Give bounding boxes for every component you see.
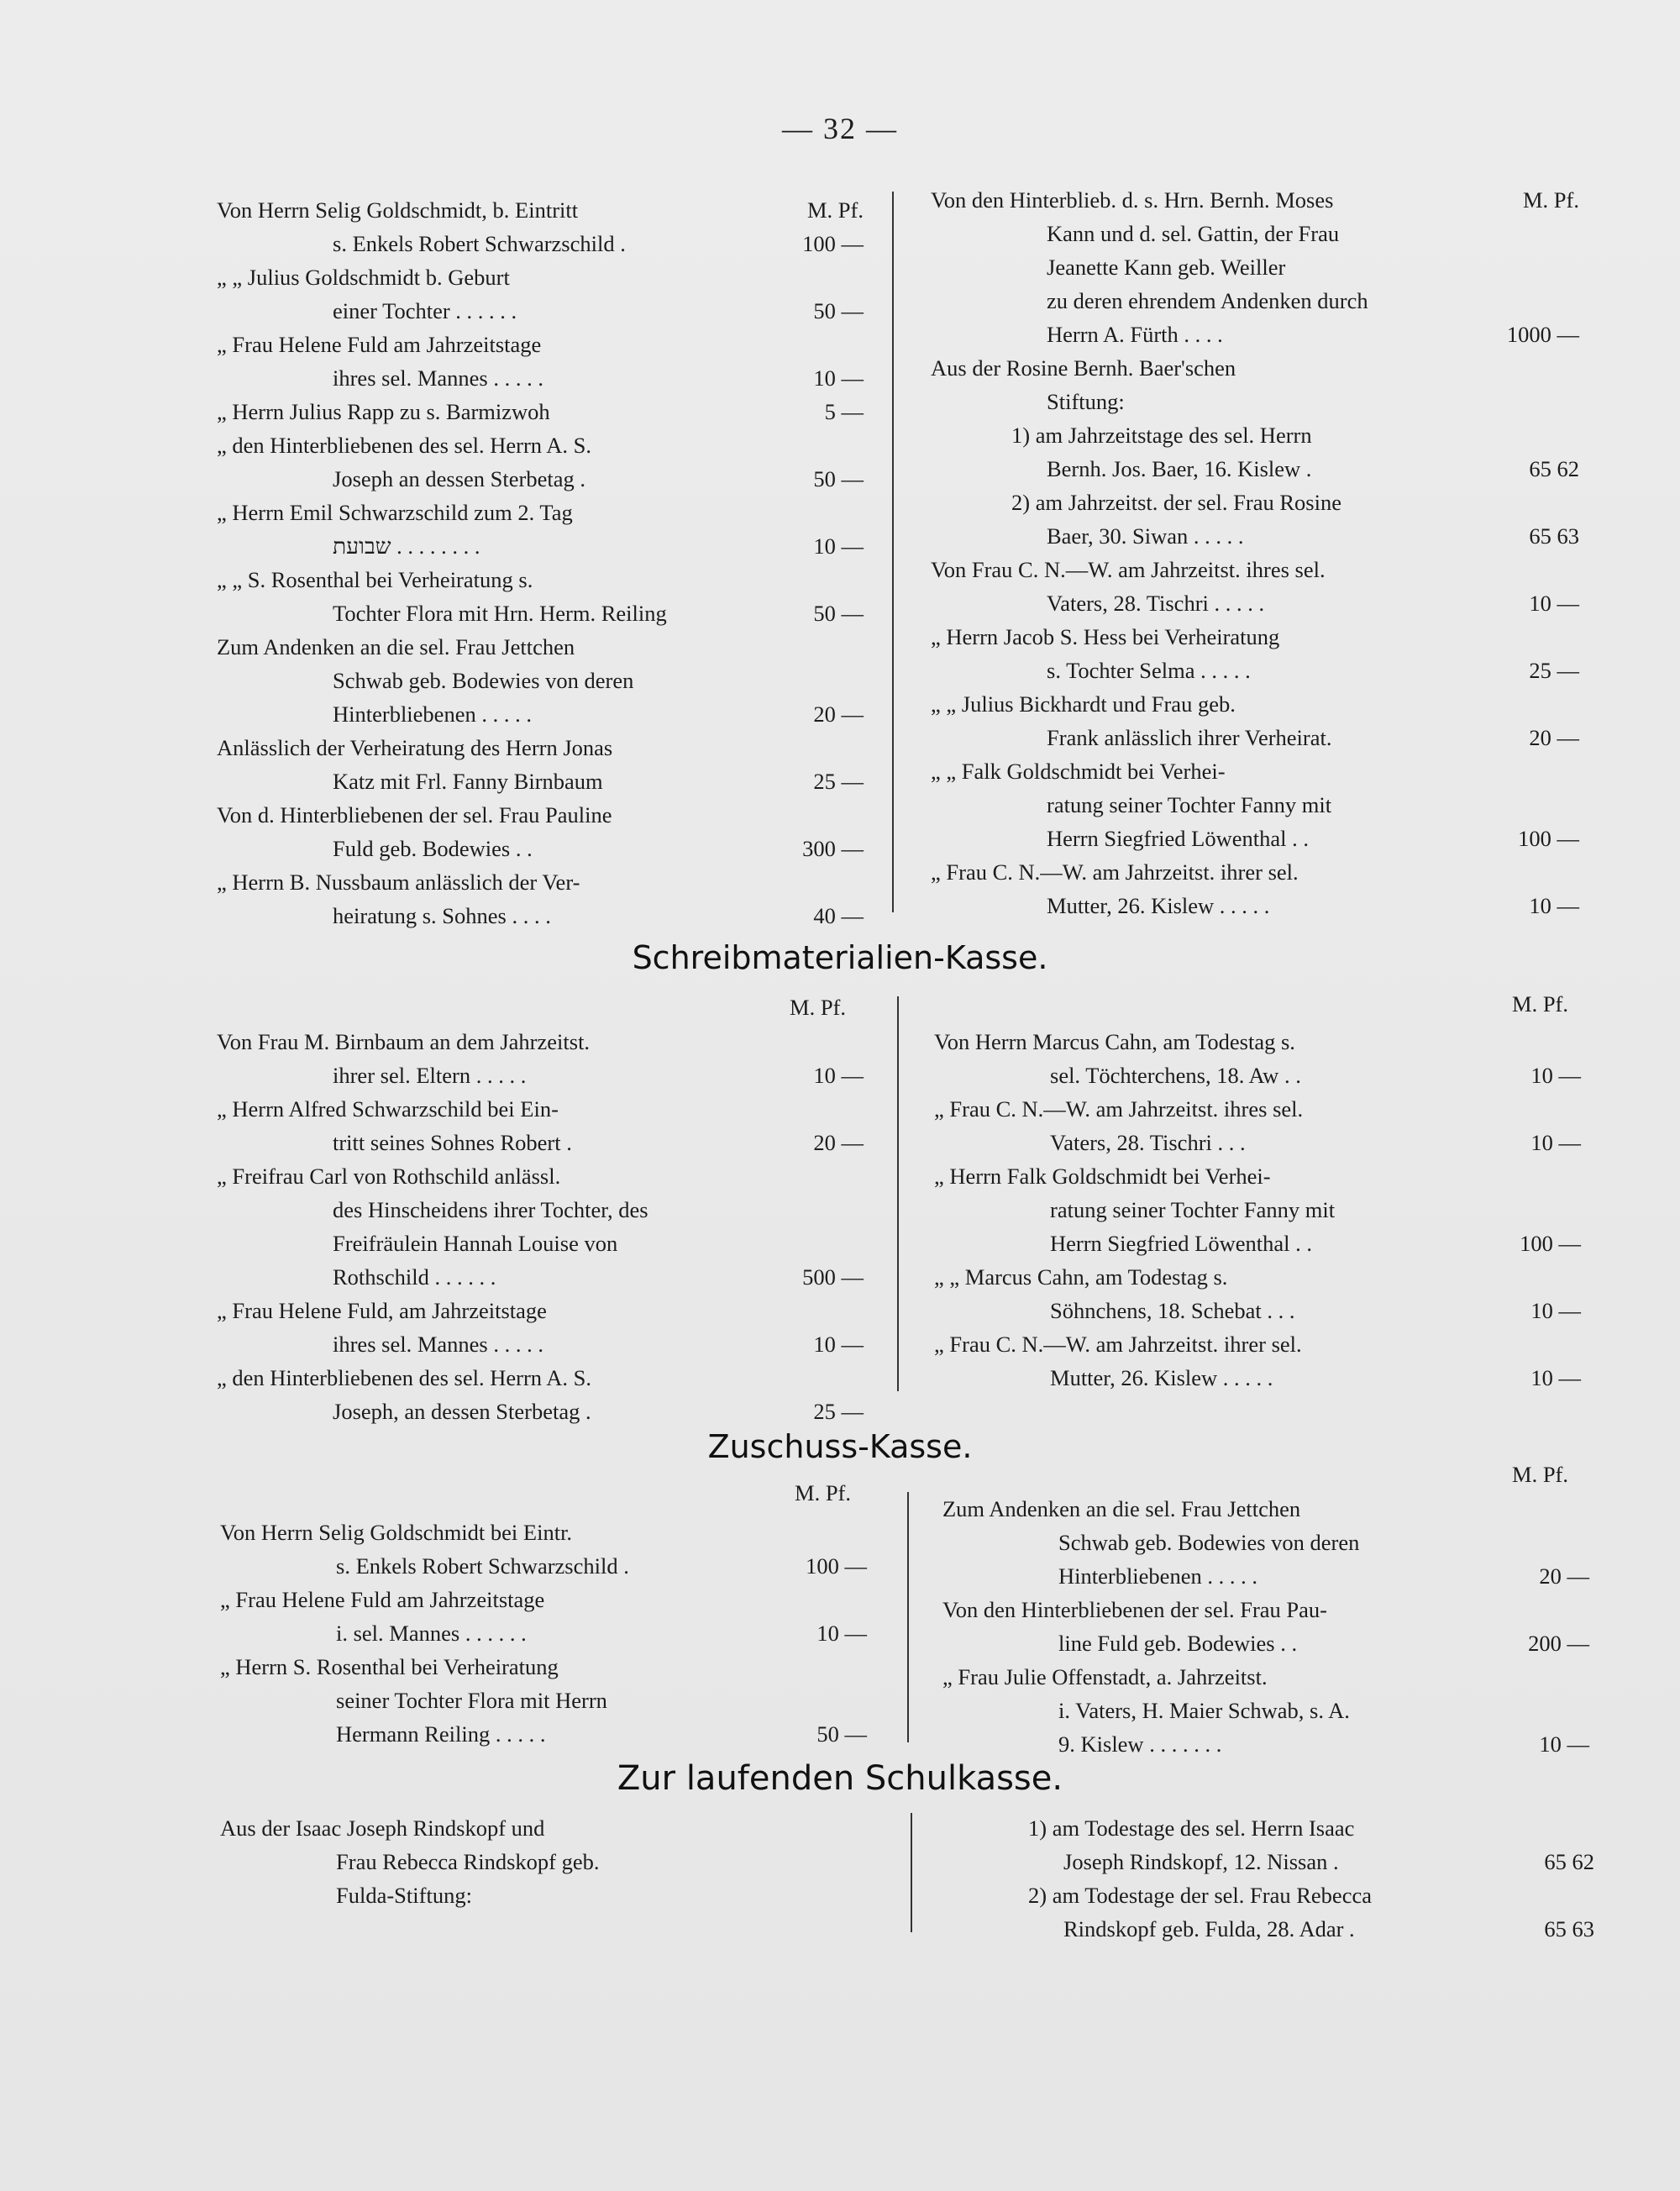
ledger-row xyxy=(931,721,1579,754)
entry-amount: 1000 — xyxy=(1506,322,1579,347)
ledger-row xyxy=(217,1092,864,1126)
ledger-row xyxy=(934,1193,1581,1227)
currency-header-left: M. Pf. xyxy=(790,995,847,1020)
entry-text: Hinterbliebenen . . . . . xyxy=(333,701,532,727)
entry-text: „ Frau Julie Offenstadt, a. Jahrzeitst. xyxy=(942,1664,1268,1689)
entry-text: „ „ Julius Bickhardt und Frau geb. xyxy=(931,691,1236,717)
currency-header-right: M. Pf. xyxy=(1512,1462,1569,1487)
ledger-row xyxy=(217,899,864,933)
ledger-row xyxy=(220,1684,867,1717)
entry-text: „ Frau C. N.—W. am Jahrzeitst. ihrer sel. xyxy=(931,859,1299,885)
entry-amount: 50 — xyxy=(813,298,864,323)
entry-amount: 10 — xyxy=(1529,591,1579,616)
ledger-row xyxy=(217,664,864,697)
entry-text: Zum Andenken an die sel. Frau Jettchen xyxy=(217,634,575,659)
ledger-row xyxy=(942,1727,1589,1761)
entry-amount: 10 — xyxy=(1530,1130,1581,1155)
ledger-row xyxy=(217,1294,864,1327)
entry-text: sel. Töchterchens, 18. Aw . . xyxy=(1050,1063,1301,1088)
entry-text: Joseph an dessen Sterbetag . xyxy=(333,466,585,491)
entry-amount: 10 — xyxy=(813,1063,864,1088)
entry-amount: 100 — xyxy=(1520,1231,1581,1256)
entry-amount: 20 — xyxy=(813,1130,864,1155)
entry-text: Vaters, 28. Tischri . . . xyxy=(1050,1130,1246,1155)
ledger-row xyxy=(217,1361,864,1395)
ledger-row xyxy=(217,731,864,764)
entry-amount: 25 — xyxy=(1529,658,1579,683)
entry-text: des Hinscheidens ihrer Tochter, des xyxy=(333,1197,648,1222)
ledger-row xyxy=(931,654,1579,687)
entry-text: tritt seines Sohnes Robert . xyxy=(333,1130,572,1155)
ledger-row xyxy=(948,1878,1594,1912)
entry-text: ratung seiner Tochter Fanny mit xyxy=(1047,792,1332,817)
section-title-schulkasse: Zur laufenden Schulkasse. xyxy=(617,1759,1063,1798)
entry-amount: 65 62 xyxy=(1529,456,1579,481)
ledger-row xyxy=(931,284,1579,318)
entry-text: „ „ Marcus Cahn, am Todestag s. xyxy=(934,1264,1228,1290)
ledger-row xyxy=(220,1811,867,1845)
entry-text: Stiftung: xyxy=(1047,389,1125,414)
entry-text: seiner Tochter Flora mit Herrn xyxy=(336,1688,607,1713)
entry-text: 2) am Todestage der sel. Frau Rebecca xyxy=(1028,1883,1372,1908)
ledger-row xyxy=(942,1694,1589,1727)
entry-amount: 100 — xyxy=(1518,826,1579,851)
ledger-row xyxy=(942,1660,1589,1694)
entry-amount: 10 — xyxy=(1530,1298,1581,1323)
schulkasse-right-column xyxy=(948,1811,1594,1946)
entry-amount: 20 — xyxy=(1529,725,1579,750)
entry-text: Anlässlich der Verheiratung des Herrn Jonas xyxy=(217,735,613,760)
ledger-row xyxy=(217,1025,864,1059)
entry-text: „ Frau Helene Fuld, am Jahrzeitstage xyxy=(217,1298,547,1323)
entry-text: Herrn Siegfried Löwenthal . . xyxy=(1050,1231,1313,1256)
ledger-row xyxy=(931,217,1579,250)
entry-text: s. Enkels Robert Schwarzschild . xyxy=(336,1553,629,1579)
ledger-row xyxy=(931,553,1579,586)
ledger-row xyxy=(934,1327,1581,1361)
ledger-row xyxy=(217,1227,864,1260)
ledger-row xyxy=(217,1395,864,1428)
ledger-row xyxy=(217,529,864,563)
entry-text: Baer, 30. Siwan . . . . . xyxy=(1047,523,1244,549)
ledger-row xyxy=(217,294,864,328)
entry-amount: 65 63 xyxy=(1529,523,1579,549)
ledger-row xyxy=(948,1811,1594,1845)
ledger-row xyxy=(217,865,864,899)
entry-text: Von Frau C. N.—W. am Jahrzeitst. ihres sel. xyxy=(931,557,1326,582)
entry-text: „ Herrn Julius Rapp zu s. Barmizwoh xyxy=(217,399,550,424)
entry-text: 1) am Todestage des sel. Herrn Isaac xyxy=(1028,1815,1355,1841)
entry-text: 9. Kislew . . . . . . . xyxy=(1058,1731,1222,1757)
entry-text: einer Tochter . . . . . . xyxy=(333,298,517,323)
entry-text: Fuld geb. Bodewies . . xyxy=(333,836,533,861)
entry-text: s. Tochter Selma . . . . . xyxy=(1047,658,1251,683)
ledger-row xyxy=(217,361,864,395)
ledger-row xyxy=(217,328,864,361)
entry-text: Zum Andenken an die sel. Frau Jettchen xyxy=(942,1496,1301,1521)
entry-text: Jeanette Kann geb. Weiller xyxy=(1047,255,1286,280)
entry-amount: M. Pf. xyxy=(806,197,864,223)
entry-amount: 25 — xyxy=(813,769,864,794)
entry-text: Hermann Reiling . . . . . xyxy=(336,1721,546,1747)
ledger-row xyxy=(934,1092,1581,1126)
ledger-row xyxy=(217,260,864,294)
entry-text: Schwab geb. Bodewies von deren xyxy=(1058,1530,1360,1555)
entry-amount: 65 62 xyxy=(1544,1849,1594,1874)
entry-text: Von d. Hinterbliebenen der sel. Frau Pauline xyxy=(217,802,612,828)
entry-amount: 10 — xyxy=(1530,1365,1581,1390)
top-section-right-column xyxy=(931,183,1579,922)
entry-text: „ Frau Helene Fuld am Jahrzeitstage xyxy=(220,1587,545,1612)
ledger-row xyxy=(934,1260,1581,1294)
entry-text: Aus der Rosine Bernh. Baer'schen xyxy=(931,355,1236,381)
ledger-row xyxy=(217,1159,864,1193)
entry-amount: 50 — xyxy=(813,466,864,491)
entry-text: שבועת . . . . . . . . xyxy=(333,533,480,559)
entry-amount: 20 — xyxy=(813,701,864,727)
ledger-row xyxy=(931,788,1579,822)
entry-text: 1) am Jahrzeitstage des sel. Herrn xyxy=(1011,423,1312,448)
entry-text: „ Herrn Jacob S. Hess bei Verheiratung xyxy=(931,624,1280,649)
entry-text: ihres sel. Mannes . . . . . xyxy=(333,365,543,391)
entry-text: 2) am Jahrzeitst. der sel. Frau Rosine xyxy=(1011,490,1341,515)
entry-text: „ „ S. Rosenthal bei Verheiratung s. xyxy=(217,567,533,592)
ledger-row xyxy=(217,462,864,496)
entry-text: Katz mit Frl. Fanny Birnbaum xyxy=(333,769,603,794)
ledger-row xyxy=(934,1227,1581,1260)
entry-text: Fulda-Stiftung: xyxy=(336,1883,472,1908)
ledger-row xyxy=(217,832,864,865)
ledger-row xyxy=(220,1616,867,1650)
entry-text: Joseph Rindskopf, 12. Nissan . xyxy=(1063,1849,1339,1874)
ledger-row xyxy=(217,798,864,832)
entry-text: Joseph, an dessen Sterbetag . xyxy=(333,1399,591,1424)
entry-text: line Fuld geb. Bodewies . . xyxy=(1058,1631,1298,1656)
column-divider xyxy=(907,1492,909,1742)
entry-text: Tochter Flora mit Hrn. Herm. Reiling xyxy=(333,601,667,626)
entry-amount: 100 — xyxy=(802,231,864,256)
schreibmaterialien-right-column xyxy=(934,1025,1581,1395)
entry-text: Bernh. Jos. Baer, 16. Kislew . xyxy=(1047,456,1312,481)
entry-amount: 20 — xyxy=(1539,1563,1589,1589)
ledger-row xyxy=(217,227,864,260)
entry-text: s. Enkels Robert Schwarzschild . xyxy=(333,231,626,256)
ledger-row xyxy=(942,1593,1589,1626)
ledger-row xyxy=(931,418,1579,452)
entry-text: Mutter, 26. Kislew . . . . . xyxy=(1047,893,1270,918)
ledger-row xyxy=(931,889,1579,922)
entry-text: Von Frau M. Birnbaum an dem Jahrzeitst. xyxy=(217,1029,591,1054)
entry-amount: 10 — xyxy=(813,533,864,559)
entry-amount: 50 — xyxy=(813,601,864,626)
ledger-row xyxy=(934,1025,1581,1059)
entry-text: „ Herrn Emil Schwarzschild zum 2. Tag xyxy=(217,500,573,525)
entry-amount: 300 — xyxy=(802,836,864,861)
entry-amount: 10 — xyxy=(1529,893,1579,918)
entry-amount: 10 — xyxy=(813,1332,864,1357)
schulkasse-left-column xyxy=(220,1811,867,1912)
ledger-row xyxy=(934,1059,1581,1092)
entry-text: „ Frau Helene Fuld am Jahrzeitstage xyxy=(217,332,542,357)
entry-amount: 5 — xyxy=(824,399,864,424)
entry-amount: 40 — xyxy=(813,903,864,928)
top-section-left-column xyxy=(217,193,864,933)
ledger-row xyxy=(942,1626,1589,1660)
ledger-row xyxy=(931,318,1579,351)
section-title-zuschuss: Zuschuss-Kasse. xyxy=(707,1428,973,1465)
entry-text: Von den Hinterblieb. d. s. Hrn. Bernh. Moses xyxy=(931,187,1334,213)
entry-text: Herrn A. Fürth . . . . xyxy=(1047,322,1223,347)
entry-text: Frank anlässlich ihrer Verheirat. xyxy=(1047,725,1332,750)
ledger-row xyxy=(217,1327,864,1361)
entry-text: Rothschild . . . . . . xyxy=(333,1264,496,1290)
ledger-row xyxy=(217,1260,864,1294)
schreibmaterialien-left-column xyxy=(217,1025,864,1428)
entry-text: „ „ Falk Goldschmidt bei Verhei- xyxy=(931,759,1226,784)
ledger-row xyxy=(931,519,1579,553)
ledger-row xyxy=(217,764,864,798)
ledger-row xyxy=(942,1492,1589,1526)
entry-amount: 10 — xyxy=(813,365,864,391)
entry-amount: 10 — xyxy=(1530,1063,1581,1088)
currency-header-right: M. Pf. xyxy=(1512,991,1569,1017)
ledger-row xyxy=(217,193,864,227)
entry-text: ratung seiner Tochter Fanny mit xyxy=(1050,1197,1336,1222)
ledger-row xyxy=(931,183,1579,217)
ledger-row xyxy=(931,687,1579,721)
ledger-row xyxy=(931,452,1579,486)
ledger-row xyxy=(220,1845,867,1878)
ledger-row xyxy=(217,697,864,731)
ledger-row xyxy=(220,1878,867,1912)
column-divider xyxy=(911,1813,912,1932)
entry-amount: 10 — xyxy=(816,1621,867,1646)
entry-text: Aus der Isaac Joseph Rindskopf und xyxy=(220,1815,545,1841)
ledger-row xyxy=(942,1559,1589,1593)
ledger-row xyxy=(220,1516,867,1549)
ledger-row xyxy=(948,1845,1594,1878)
entry-text: „ Frau C. N.—W. am Jahrzeitst. ihres sel. xyxy=(934,1096,1304,1122)
entry-text: i. sel. Mannes . . . . . . xyxy=(336,1621,527,1646)
entry-text: Kann und d. sel. Gattin, der Frau xyxy=(1047,221,1340,246)
ledger-row xyxy=(217,596,864,630)
page-number: — 32 — xyxy=(782,112,898,145)
entry-amount: 200 — xyxy=(1528,1631,1589,1656)
entry-text: „ Herrn S. Rosenthal bei Verheiratung xyxy=(220,1654,559,1679)
zuschuss-right-column xyxy=(942,1492,1589,1761)
ledger-row xyxy=(217,1126,864,1159)
ledger-row xyxy=(220,1650,867,1684)
entry-text: Mutter, 26. Kislew . . . . . xyxy=(1050,1365,1273,1390)
entry-text: heiratung s. Sohnes . . . . xyxy=(333,903,551,928)
entry-text: ihrer sel. Eltern . . . . . xyxy=(333,1063,527,1088)
entry-text: Schwab geb. Bodewies von deren xyxy=(333,668,634,693)
entry-text: Von den Hinterbliebenen der sel. Frau Pau- xyxy=(942,1597,1327,1622)
entry-text: „ Herrn B. Nussbaum anlässlich der Ver- xyxy=(217,870,580,895)
entry-amount: 500 — xyxy=(802,1264,864,1290)
entry-text: Söhnchens, 18. Schebat . . . xyxy=(1050,1298,1295,1323)
entry-amount: 100 — xyxy=(806,1553,867,1579)
ledger-row xyxy=(931,486,1579,519)
ledger-row xyxy=(934,1294,1581,1327)
ledger-row xyxy=(931,620,1579,654)
ledger-row xyxy=(217,563,864,596)
entry-text: „ Herrn Alfred Schwarzschild bei Ein- xyxy=(217,1096,559,1122)
entry-text: zu deren ehrendem Andenken durch xyxy=(1047,288,1368,313)
entry-text: „ „ Julius Goldschmidt b. Geburt xyxy=(217,265,510,290)
entry-amount: 10 — xyxy=(1539,1731,1589,1757)
ledger-row xyxy=(931,586,1579,620)
zuschuss-left-column xyxy=(220,1516,867,1751)
entry-text: Freifräulein Hannah Louise von xyxy=(333,1231,618,1256)
entry-text: „ Freifrau Carl von Rothschild anlässl. xyxy=(217,1164,561,1189)
entry-amount: 25 — xyxy=(813,1399,864,1424)
entry-amount: M. Pf. xyxy=(1522,187,1579,213)
section-title-schreibmaterialien: Schreibmaterialien-Kasse. xyxy=(632,939,1048,976)
ledger-row xyxy=(217,1059,864,1092)
column-divider xyxy=(897,996,899,1391)
ledger-row xyxy=(217,1193,864,1227)
ledger-row xyxy=(931,351,1579,385)
ledger-row xyxy=(217,630,864,664)
column-divider xyxy=(892,192,894,912)
ledger-row xyxy=(217,395,864,428)
entry-text: „ Herrn Falk Goldschmidt bei Verhei- xyxy=(934,1164,1271,1189)
ledger-row xyxy=(217,496,864,529)
ledger-row xyxy=(220,1583,867,1616)
ledger-row xyxy=(942,1526,1589,1559)
entry-text: „ Frau C. N.—W. am Jahrzeitst. ihrer sel. xyxy=(934,1332,1302,1357)
ledger-row xyxy=(217,428,864,462)
currency-header-left: M. Pf. xyxy=(795,1480,852,1505)
ledger-row xyxy=(931,855,1579,889)
entry-amount: 50 — xyxy=(816,1721,867,1747)
entry-text: Hinterbliebenen . . . . . xyxy=(1058,1563,1257,1589)
entry-text: Herrn Siegfried Löwenthal . . xyxy=(1047,826,1310,851)
entry-text: Frau Rebecca Rindskopf geb. xyxy=(336,1849,600,1874)
entry-text: i. Vaters, H. Maier Schwab, s. A. xyxy=(1058,1698,1350,1723)
ledger-row xyxy=(934,1361,1581,1395)
ledger-row xyxy=(220,1717,867,1751)
entry-text: „ den Hinterbliebenen des sel. Herrn A. S. xyxy=(217,1365,591,1390)
ledger-row xyxy=(220,1549,867,1583)
ledger-row xyxy=(931,754,1579,788)
ledger-row xyxy=(931,250,1579,284)
entry-text: Von Herrn Marcus Cahn, am Todestag s. xyxy=(934,1029,1295,1054)
entry-text: Vaters, 28. Tischri . . . . . xyxy=(1047,591,1265,616)
entry-text: Von Herrn Selig Goldschmidt bei Eintr. xyxy=(220,1520,573,1545)
entry-text: „ den Hinterbliebenen des sel. Herrn A. S. xyxy=(217,433,591,458)
ledger-row xyxy=(948,1912,1594,1946)
ledger-row xyxy=(931,385,1579,418)
ledger-row xyxy=(934,1159,1581,1193)
entry-text: Von Herrn Selig Goldschmidt, b. Eintritt xyxy=(217,197,579,223)
entry-text: ihres sel. Mannes . . . . . xyxy=(333,1332,543,1357)
ledger-row xyxy=(934,1126,1581,1159)
entry-amount: 65 63 xyxy=(1544,1916,1594,1941)
entry-text: Rindskopf geb. Fulda, 28. Adar . xyxy=(1063,1916,1355,1941)
ledger-row xyxy=(931,822,1579,855)
